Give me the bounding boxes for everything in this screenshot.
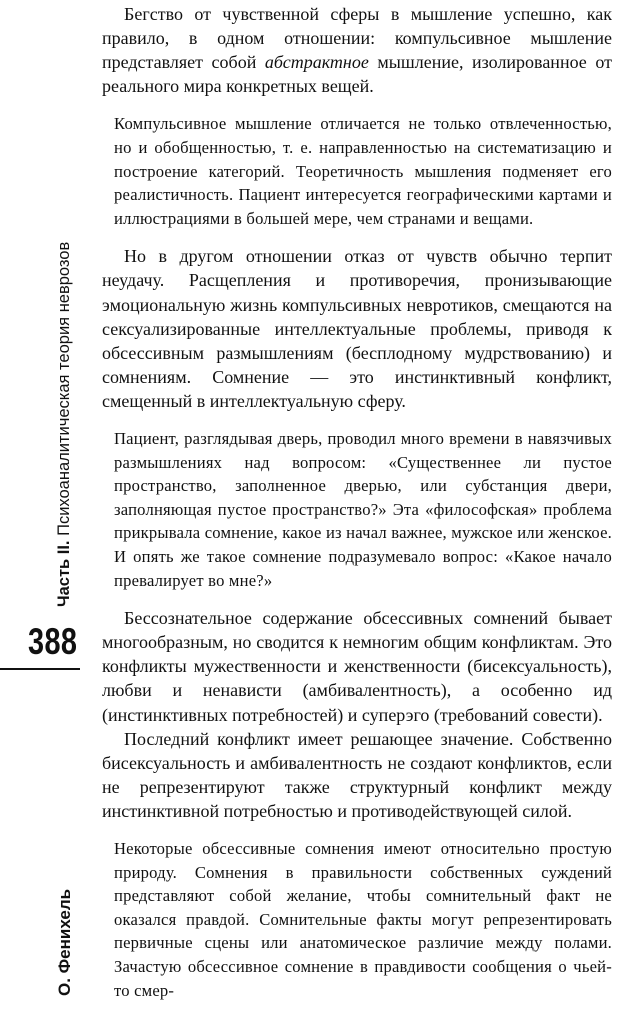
running-head	[54, 0, 96, 998]
paragraph-1-after: мышление, изолированное от реального мира конкретных вещей.	[102, 52, 612, 97]
paragraph-3: Бессознательное содержание обсессивных сомнений бывает многообразным, но сводится к немногим общим конфликтам. Это конфликты мужественности и женственности (бисексуальность), любви и ненависти (амбивалентность), а особенно ид (инстинктивных потребностей) и суперэго (требований совести).	[102, 608, 612, 725]
paragraph-4: Последний конфликт имеет решающее значение. Собственно бисексуальность и амбивалентность не создают конфликтов, если не репрезентируют также структурный конфликт между инстинктивной потребностью и противодействующей силой.	[102, 728, 612, 821]
running-head-title	[54, 242, 74, 607]
page-number: 388	[28, 621, 78, 662]
case-example-3: Некоторые обсессивные сомнения имеют относительно простую природу. Сомнения в правильности собственных суждений представляют собой желание, чтобы сомнительный факт не оказался правдой. Сомнительные факты могут репрезентировать первичные сцены или анатомическое различие между полами. Зачастую обсессивное сомнение в правдивости сообщения о чьей-то смер-	[114, 839, 612, 1000]
paragraph-1-emphasis: абстрактное	[264, 52, 369, 73]
page-number-rule	[0, 668, 80, 670]
running-head-author: О. Фенихель	[55, 888, 74, 996]
paragraph-1-before: Бегство от чувственной сферы в мышление успешно, как правило, в одном отношении: компульсивное мышление представляет собой	[102, 4, 612, 73]
paragraph-2: Но в другом отношении отказ от чувств обычно терпит неудачу. Расщепления и противоречия, пронизывающие эмоциональную жизнь компульсивных невротиков, смещаются на сексуализированные интеллектуальные проблемы, приводя к обсессивным размышлениям (бесплодному мудрствованию) и сомнениям. Сомнение — это инстинктивный конфликт, смещенный в интеллектуальную сферу.	[102, 246, 612, 411]
page-body	[102, 2, 612, 1016]
case-example-2: Пациент, разглядывая дверь, проводил много времени в навязчивых размышлениях над вопросом: «Существеннее ли пустое пространство, заполненное дверью, или субстанция двери, заполняющая пустое пространство?» Эта «философская» проблема прикрывала сомнение, какое из начал важнее, мужское или женское. И опять же такое сомнение подразумевало вопрос: «Какое начало превалирует во мне?»	[114, 429, 612, 590]
running-head-book-title: Психоаналитическая теория неврозов	[55, 241, 73, 536]
running-head-part: Часть II.	[55, 540, 73, 607]
paragraph-1	[102, 2, 612, 98]
case-example-1: Компульсивное мышление отличается не только отвлеченностью, но и обобщенностью, т. е. направленностью на систематизацию и построение категорий. Теоретичность мышления подменяет его реалистичность. Пациент интересуется географическими картами и иллюстрациями в большей мере, чем странами и вещами.	[114, 114, 612, 228]
